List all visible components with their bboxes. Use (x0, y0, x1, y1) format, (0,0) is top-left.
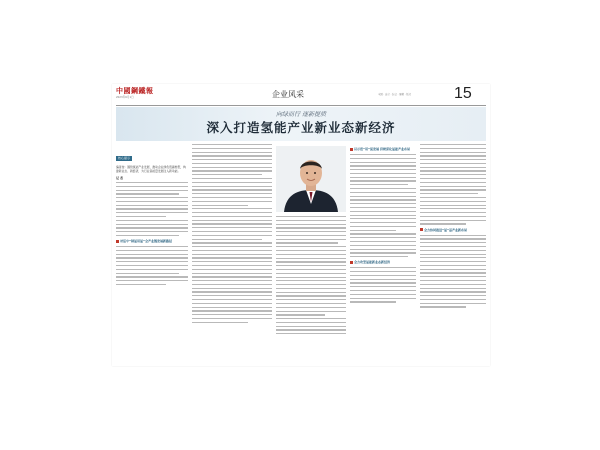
subhead-3: 全力攻坚氢能新业态新经济 (350, 260, 416, 264)
text-block (420, 144, 486, 225)
article-body (116, 144, 486, 364)
headline-banner (116, 107, 486, 141)
newspaper-logo: 中國鋼鐵報 (116, 86, 154, 95)
article-column-5 (420, 144, 486, 310)
executive-portrait (276, 146, 346, 212)
subhead-marker-icon (350, 148, 353, 151)
text-block (350, 267, 416, 302)
text-block (116, 246, 188, 285)
section-title: 企业风采 (272, 90, 304, 99)
article-summary: 编者按：围绕氢能产业发展，推动企业绿色低碳转型，构建新业态、新经济，为行业高质量发展注入新动能。 (116, 165, 186, 173)
page-number: 15 (454, 85, 472, 102)
headline-title: 深入打造氢能产业新业态新经济 (206, 120, 396, 135)
text-block (116, 182, 188, 236)
edition-meta: 全国 · 冶金 · 综合 · 编辑 · 版式 (378, 93, 412, 96)
subhead-marker-icon (350, 261, 353, 264)
portrait-image (276, 146, 346, 212)
subhead-1: 对话中“制氢用氢”全产业链发展新路径 (116, 239, 188, 243)
intro-tag: 核心提示 (118, 156, 131, 160)
article-column-1 (116, 144, 188, 288)
text-block (350, 154, 416, 257)
subhead-marker-icon (116, 240, 119, 243)
article-column-4 (350, 144, 416, 305)
headline-kicker: 向绿而行 逐新提质 (276, 111, 326, 118)
publication-date: 2023年6月1日 (116, 96, 134, 99)
masthead (112, 84, 490, 106)
text-block (192, 144, 272, 323)
subhead-marker-icon (420, 228, 423, 231)
text-block (420, 235, 486, 308)
newspaper-page (112, 84, 490, 366)
header-rule (116, 105, 486, 106)
text-block (276, 216, 346, 337)
subhead-4: 全力协同推进“氢”基产业新布局 (420, 228, 486, 232)
subhead-2: 以示范“用”促发展 持续深化氢能产业布局 (350, 147, 416, 151)
article-author: 记 者 (116, 176, 124, 180)
article-column-2 (192, 144, 272, 326)
